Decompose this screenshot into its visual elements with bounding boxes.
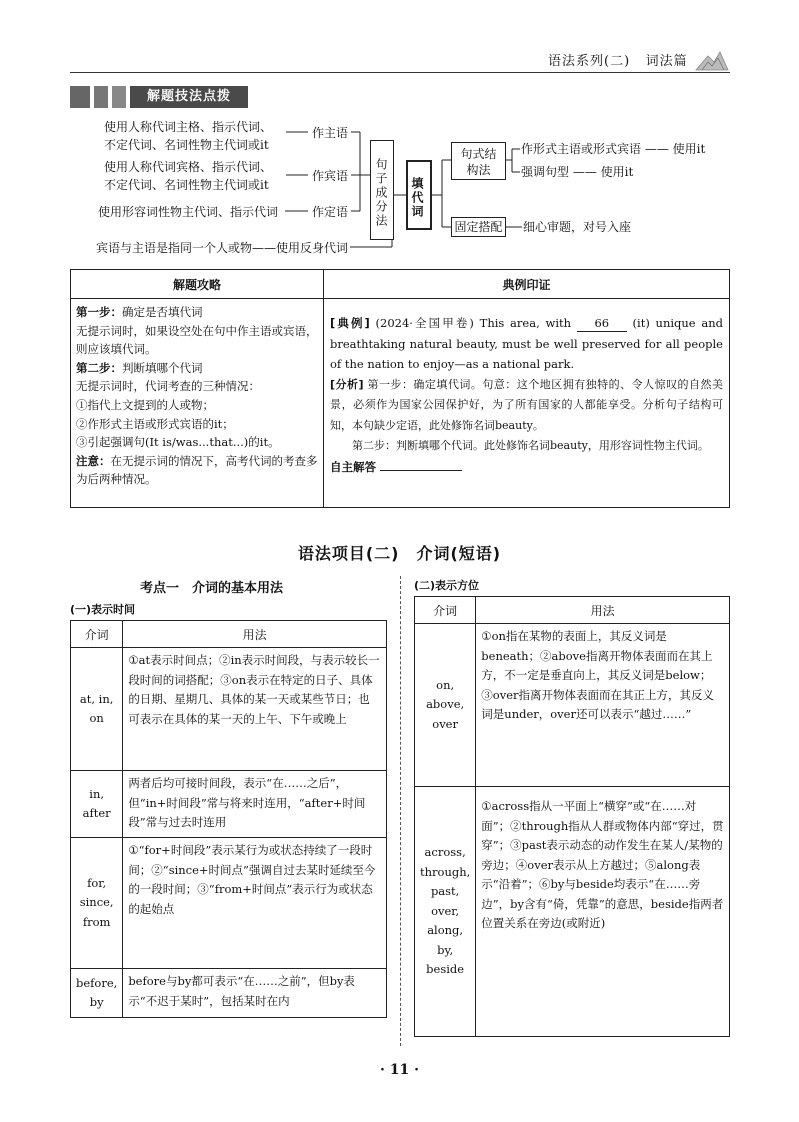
example-pre: This area, with [479,316,572,330]
column-divider [400,576,401,1046]
case-3: ③引起强调句(It is/was...that...)的it。 [76,435,280,450]
banner-title: 解题技法点拨 [130,86,248,108]
time-header-prep: 介词 [71,621,123,648]
mm-left-4: 宾语与主语是指同一个人或物——使用反身代词 [96,241,349,255]
mm-fixed-box: 固定搭配 [451,217,506,237]
mm-role-attribute: 作定语 [312,205,349,219]
analysis-label: [分析] [330,377,364,391]
time-prep-4: before, by [71,969,123,1018]
time-usage-2: 两者后均可接时间段，表示“在……之后”，但“in+时间段”常与将来时连用，“after+时间段”常与过去时连用 [123,771,387,838]
place-subtitle: (二)表示方位 [414,579,480,592]
example-rest: and breathtaking natural beauty, must be well preserved for all people of the nation to enjoy—as a national park. [330,316,723,371]
example-label: [典例] [330,316,370,330]
mm-left-2-line2: 不定代词、名词性物主代词或it [104,178,269,192]
section-title: 语法项目(二) 介词(短语) [297,544,502,563]
case-2: ②作形式主语或形式宾语的it； [76,416,234,431]
strategy-header-1: 解题攻略 [71,270,324,299]
mm-role-subject: 作主语 [312,126,349,140]
table-row [71,838,387,969]
example-blank: 66 [577,315,627,332]
note-label: 注意： [76,453,111,468]
mm-center-box: 句子成分法 [370,140,394,240]
example-source: (2024·全国甲卷) [375,316,474,330]
page-number: · 11 · [380,1062,419,1078]
time-prep-3: for, since, from [71,838,123,969]
mm-core-box: 填代词 [406,160,432,230]
mm-structure-result-1: 作形式主语或形式宾语 —— 使用it [521,142,706,156]
mm-structure-result-2: 强调句型 —— 使用it [521,165,634,179]
analysis-step2: 第二步：判断填哪个代词。此处修饰名词beauty，用形容词性物主代词。 [352,439,709,452]
place-usage-1: ①on指在某物的表面上，其反义词是beneath；②above指离开物体表面而在其上方，不一定是垂直向上，其反义词是below；③over指离开物体表面而在其正上方，其反义词是under，over还可以表示“越过……” [476,624,730,787]
step1-desc: 无提示词时，如果设空处在句中作主语或宾语，则应该填代词。 [76,323,318,357]
step2-label: 第二步： [76,360,122,375]
place-header-prep: 介词 [415,597,476,624]
table-row [415,624,730,787]
table-row [71,771,387,838]
time-usage-1: ①at表示时间点；②in表示时间段，与表示较长一段时间的词搭配；③on表示在特定的日子、具体的日期、星期几、具体的某一天或某些节日；也可表示在具体的某一天的上午、下午或晚上 [123,648,387,771]
header-series: 语法系列(二) [548,54,631,69]
time-subtitle: (一)表示时间 [70,603,136,616]
table-row [71,969,387,1018]
step2-text: 判断填哪个代词 [122,360,203,375]
time-usage-4: before与by都可表示“在……之前”，但by表示“不迟于某时”，包括某时在内 [123,969,387,1018]
table-row [71,648,387,771]
mm-left-1-line1: 使用人称代词主格、指示代词、 [104,120,273,134]
mm-role-object: 作宾语 [312,169,349,183]
mm-left-1-line2: 不定代词、名词性物主代词或it [104,138,269,152]
place-prep-1: on, above, over [415,624,476,787]
header-topic: 词法篇 [645,54,688,69]
step1-label: 第一步： [76,305,122,319]
mm-left-2-line1: 使用人称代词宾格、指示代词、 [104,160,273,174]
place-prep-2: across, through, past, over, along, by, beside [415,787,476,1037]
place-header-usage: 用法 [476,597,730,624]
self-answer-label: 自主解答 [330,459,376,474]
step1-text: 确定是否填代词 [122,305,203,319]
mm-left-3: 使用形容词性物主代词、指示代词 [98,205,279,219]
table-row [415,787,730,1037]
note-text: 在无提示词的情况下，高考代词的考查多为后两种情况。 [76,453,318,487]
place-usage-2: ①across指从一平面上“横穿”或“在……对面”；②through指从人群或物体内部“穿过，贯穿”；③past表示动态的动作发生在某人/某物的旁边；④over表示从上方越过；⑤along表示“沿着”；⑥by与beside均表示“在……旁边”，by含有“倚，凭靠”的意思，beside指两者位置关系在旁边(或附近) [476,787,730,1037]
time-prep-1: at, in, on [71,648,123,771]
analysis-step1: 第一步：确定填代词。句意：这个地区拥有独特的、令人惊叹的自然美景，必须作为国家公园保护好，为了所有国家的人都能享受。分析句子结构可知，本句缺少定语，此处修饰名词beauty。 [330,377,724,432]
strategy-table [70,269,730,508]
self-answer-blank[interactable] [380,458,462,471]
time-table [70,620,387,1018]
case-1: ①指代上文提到的人或物； [76,397,214,412]
mm-structure-box: 句式结构法 [451,142,506,180]
example-cell [324,299,730,508]
example-hint: (it) unique [632,316,696,330]
strategy-cell [71,299,324,508]
place-table [414,596,730,1037]
time-header-usage: 用法 [123,621,387,648]
strategy-header-2: 典例印证 [324,270,730,299]
mm-fixed-result: 细心审题，对号入座 [523,220,632,234]
point1-title: 考点一 介词的基本用法 [140,581,284,596]
time-usage-3: ①“for+时间段”表示某行为或状态持续了一段时间；②“since+时间点”强调自过去某时延续至今的一段时间；③“from+时间点”表示行为或状态的起始点 [123,838,387,969]
time-prep-2: in, after [71,771,123,838]
step2-desc: 无提示词时，代词考查的三种情况： [76,379,260,394]
